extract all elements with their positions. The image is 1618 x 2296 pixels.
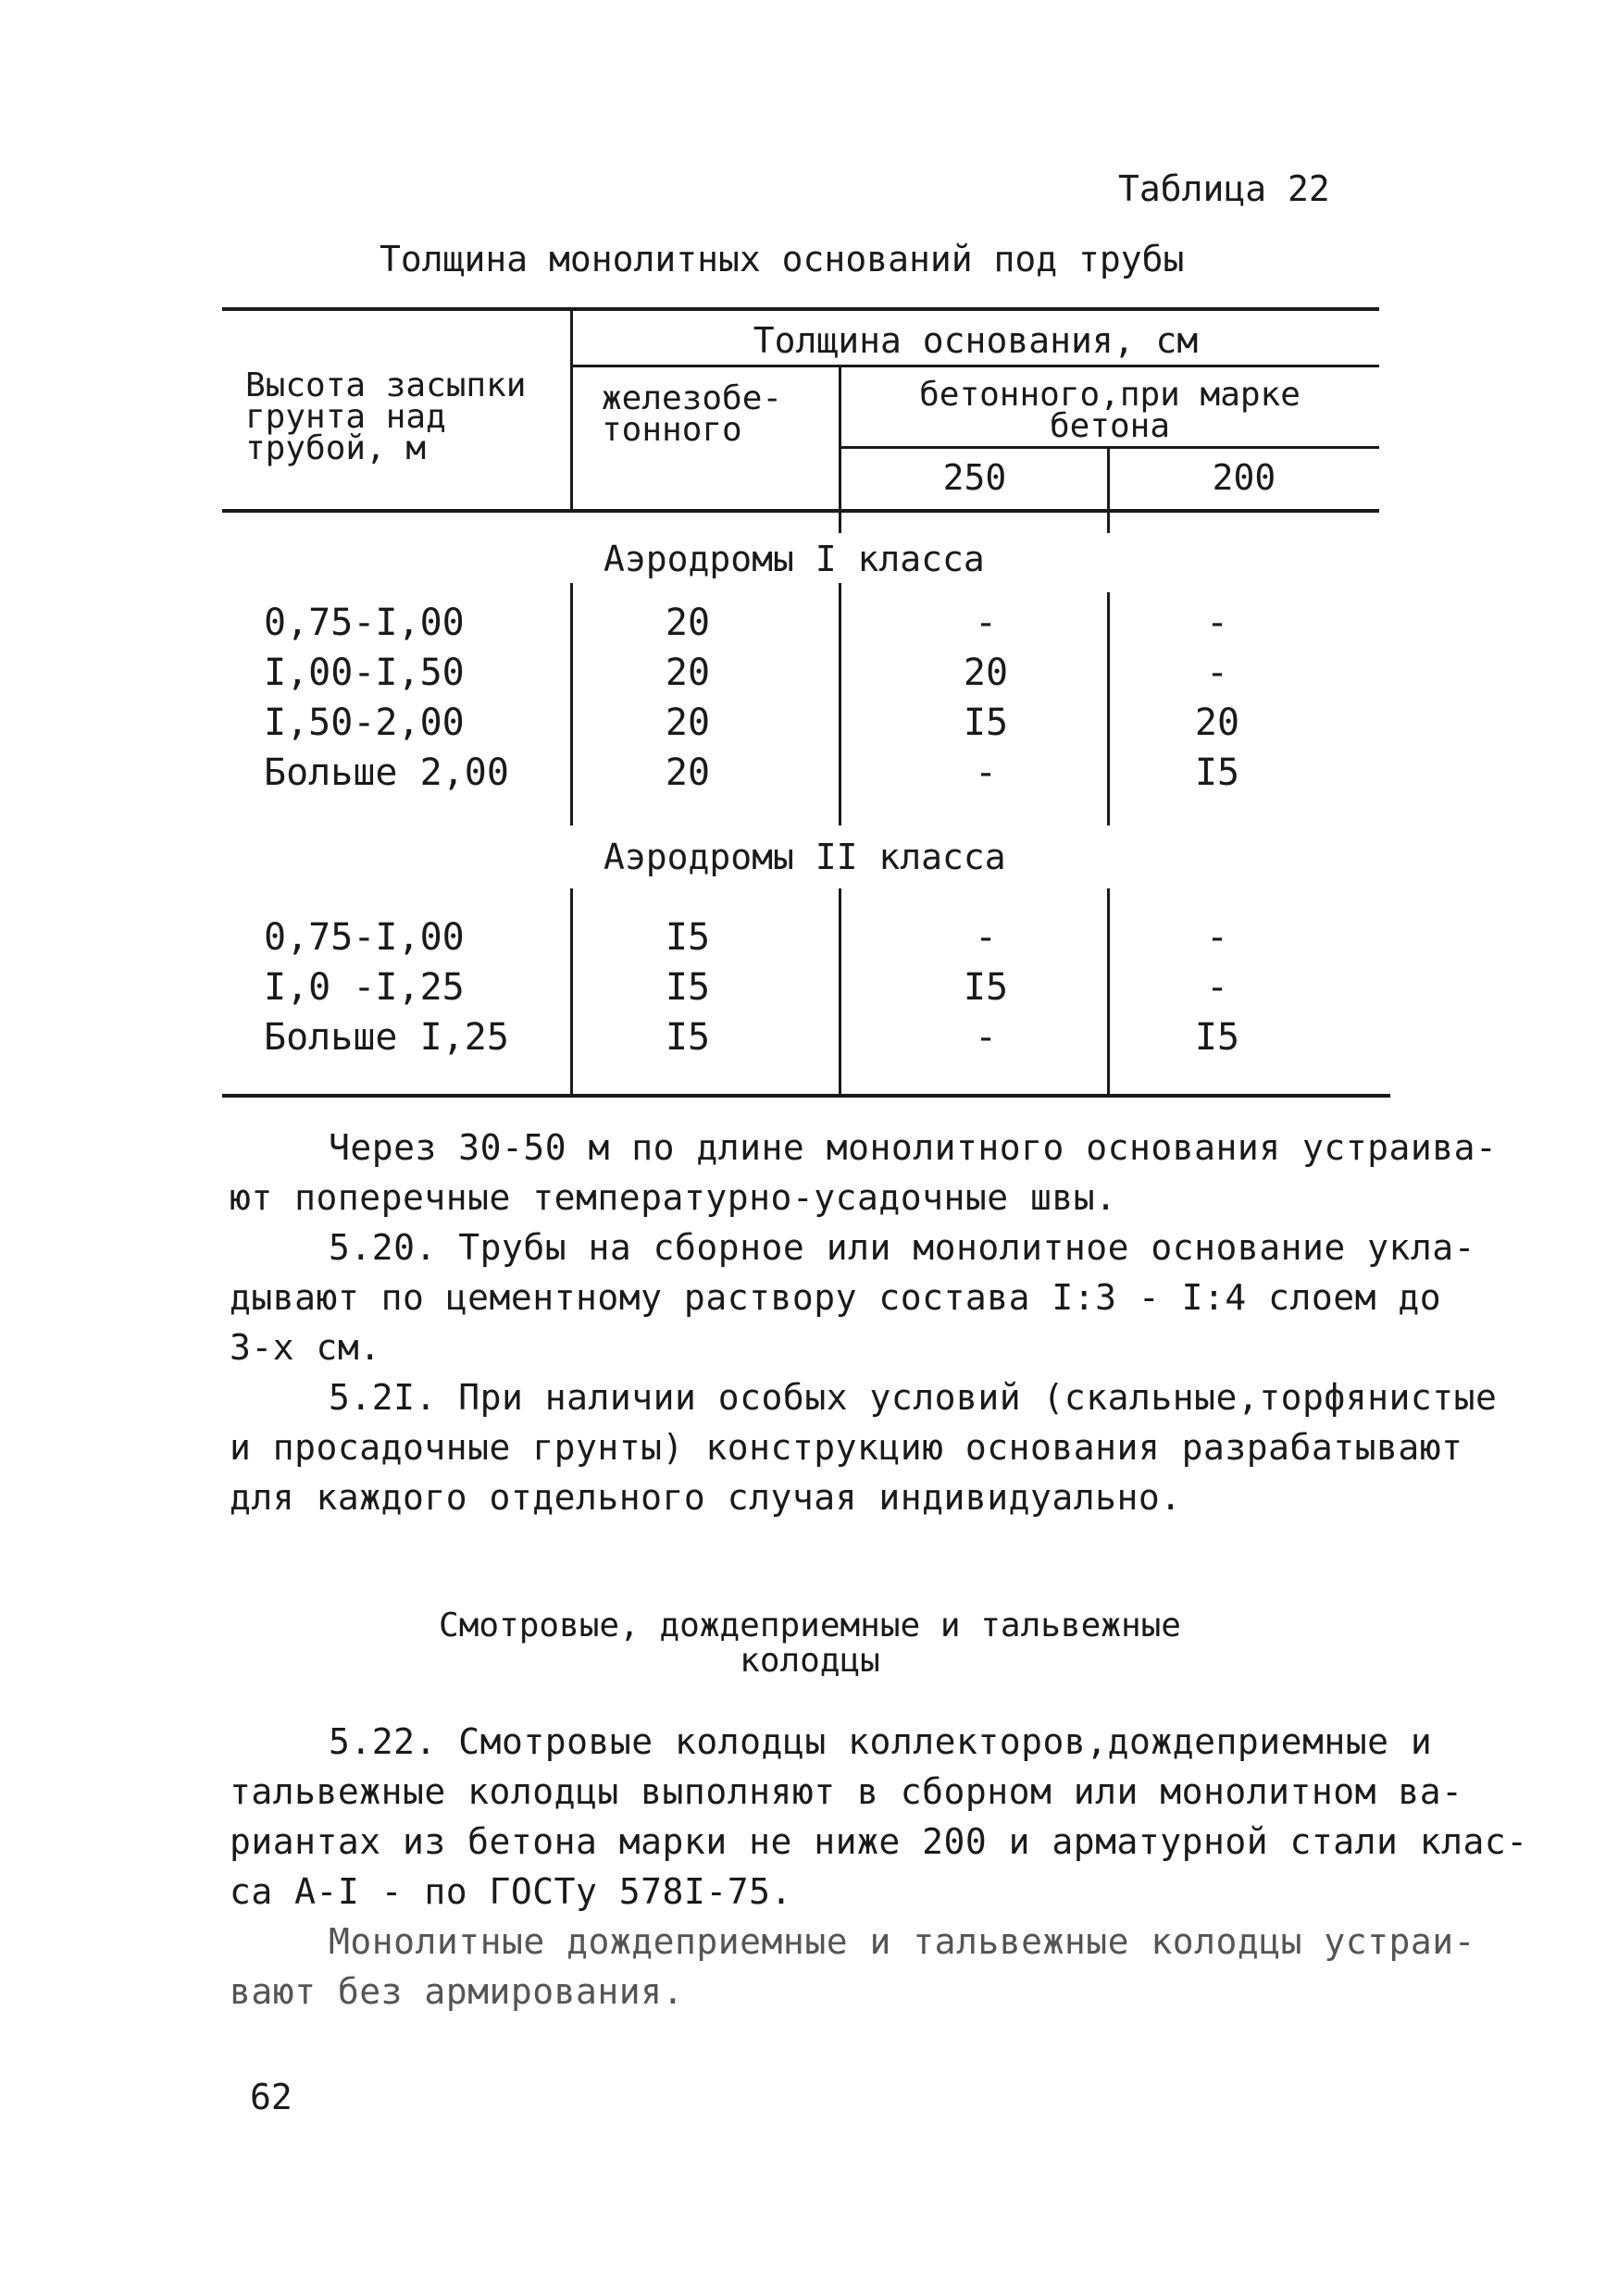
paragraph-line: риантах из бетона марки не ниже 200 и арматурной стали клас-	[230, 1821, 1528, 1862]
row-m250: -	[974, 1016, 998, 1059]
header-bottom-rule	[222, 509, 1379, 513]
row-m200: 20	[1194, 701, 1240, 744]
row-rc: I5	[665, 966, 711, 1009]
row-m200: -	[1205, 916, 1229, 959]
row-height: Больше I,25	[264, 1016, 509, 1059]
row-m250: -	[974, 751, 998, 794]
paragraph-line: для каждого отдельного случая индивидуально.	[230, 1477, 1182, 1518]
row-m200: -	[1205, 602, 1229, 644]
paragraph-line: тальвежные колодцы выполняют в сборном или монолитном ва-	[230, 1771, 1463, 1812]
row-height: 0,75-I,00	[264, 602, 465, 644]
row-m200: I5	[1194, 1016, 1240, 1059]
row-rc: 20	[665, 701, 711, 744]
header-sub-rule	[840, 446, 1379, 449]
paragraph-line: 3-х см.	[230, 1327, 381, 1368]
body-divider-2b	[839, 888, 841, 1096]
paragraph-line: 5.20. Трубы на сборное или монолитное основание укла-	[329, 1227, 1476, 1268]
paragraph-line: вают без армирования.	[230, 1971, 684, 2012]
row-rc: I5	[665, 916, 711, 959]
body-divider-2a	[839, 583, 841, 825]
paragraph-line: са А-I - по ГОСТу 578I-75.	[230, 1871, 792, 1912]
header-col2-line2: тонного	[602, 411, 742, 449]
section-title: Аэродромы I класса	[604, 539, 985, 579]
row-m250: -	[974, 916, 998, 959]
header-col2-line1: железобе-	[602, 379, 783, 417]
row-rc: 20	[665, 751, 711, 794]
paragraph-line: 5.2I. При наличии особых условий (скальные,торфянистые	[329, 1377, 1498, 1418]
row-m250: I5	[963, 701, 1009, 744]
paragraph-line: Через 30-50 м по длине монолитного основания устраива-	[329, 1127, 1498, 1168]
paragraph-line: и просадочные грунты) конструкцию основания разрабатывают	[230, 1427, 1463, 1468]
row-rc: 20	[665, 602, 711, 644]
row-height: I,00-I,50	[264, 652, 465, 694]
body-divider-3a	[1107, 592, 1110, 825]
row-rc: 20	[665, 652, 711, 694]
header-group-rule	[572, 365, 1379, 367]
table-bottom-rule	[222, 1094, 1390, 1098]
header-col3-line2: бетона	[1049, 407, 1171, 445]
row-m200: I5	[1194, 751, 1240, 794]
row-m250: I5	[963, 966, 1009, 1009]
section-heading-line1: Смотровые, дождеприемные и тальвежные	[439, 1607, 1181, 1644]
paragraph-line: Монолитные дождеприемные и тальвежные колодцы устраи-	[329, 1921, 1476, 1962]
body-divider-3b	[1107, 888, 1110, 1096]
paragraph-line: 5.22. Смотровые колодцы коллекторов,дождеприемные и	[329, 1721, 1433, 1762]
row-height: 0,75-I,00	[264, 916, 465, 959]
section-title: Аэродромы II класса	[604, 837, 1006, 877]
row-height: Больше 2,00	[264, 751, 509, 794]
row-height: I,50-2,00	[264, 701, 465, 744]
header-sub-200: 200	[1212, 457, 1276, 498]
table-title: Толщина монолитных оснований под трубы	[380, 239, 1185, 279]
row-m200: -	[1205, 966, 1229, 1009]
page-number: 62	[250, 2077, 292, 2117]
row-m250: -	[974, 602, 998, 644]
table-label: Таблица 22	[1118, 168, 1330, 209]
header-col1-line1: Высота засыпки	[245, 366, 527, 404]
row-m200: -	[1205, 652, 1229, 694]
header-col1-line2: грунта над	[245, 398, 446, 436]
header-col3-line1: бетонного,при марке	[919, 376, 1301, 414]
paragraph-line: ют поперечные температурно-усадочные швы.	[230, 1177, 1117, 1218]
paragraph-line: дывают по цементному раствору состава I:3 - I:4 слоем до	[230, 1277, 1442, 1318]
table-top-rule	[222, 307, 1379, 311]
header-col1-line3: трубой, м	[245, 429, 427, 467]
row-height: I,0 -I,25	[264, 966, 465, 1009]
row-rc: I5	[665, 1016, 711, 1059]
header-sub-250: 250	[942, 457, 1007, 498]
section-heading-line2: колодцы	[740, 1642, 880, 1680]
row-m250: 20	[963, 652, 1009, 694]
header-group: Толщина основания, см	[753, 320, 1199, 361]
